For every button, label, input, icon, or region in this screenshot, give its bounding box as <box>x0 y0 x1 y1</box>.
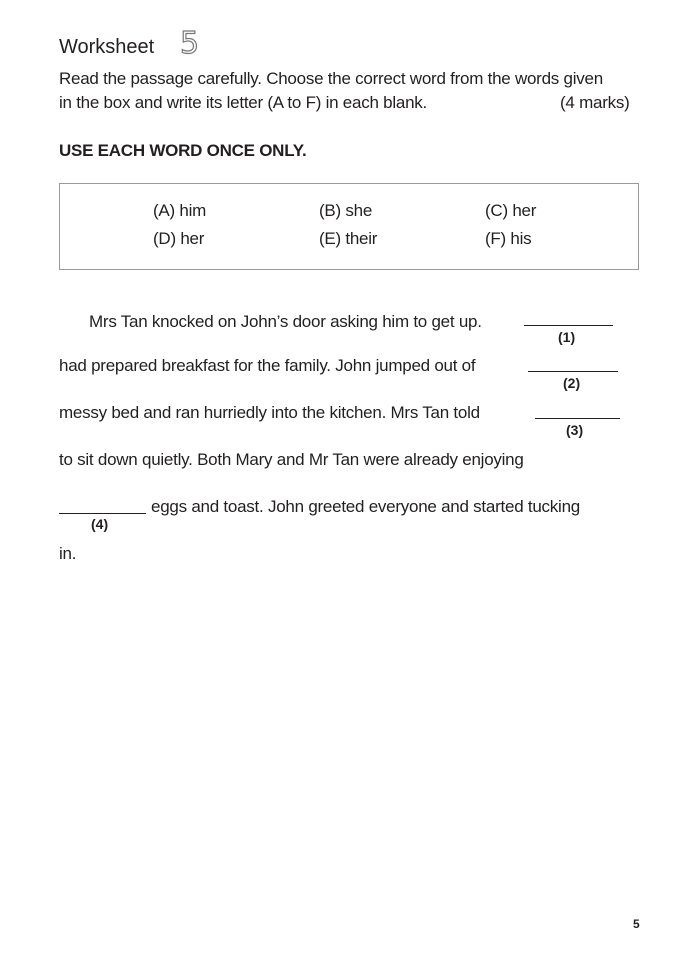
option-d: (D) her <box>153 229 205 248</box>
blank-label-3: (3) <box>566 422 584 438</box>
passage-line-1: Mrs Tan knocked on John’s door asking him to get up. <box>89 312 482 331</box>
blank-4[interactable] <box>59 513 146 514</box>
option-f: (F) his <box>485 229 532 248</box>
worksheet-title: Worksheet <box>59 36 155 58</box>
marks-label: (4 marks) <box>560 93 630 112</box>
blank-1[interactable] <box>524 325 613 326</box>
passage-line-2: had prepared breakfast for the family. John jumped out of <box>59 356 476 375</box>
blank-label-2: (2) <box>563 375 581 391</box>
instruction-line-1: Read the passage carefully. Choose the correct word from the words given <box>59 69 603 88</box>
blank-2[interactable] <box>528 371 618 372</box>
blank-3[interactable] <box>535 418 620 419</box>
passage-line-3: messy bed and ran hurriedly into the kitchen. Mrs Tan told <box>59 403 480 422</box>
word-box <box>59 183 639 270</box>
passage-line-6: in. <box>59 544 77 563</box>
blank-label-1: (1) <box>558 329 576 345</box>
worksheet-number: 5 <box>180 26 200 61</box>
option-a: (A) him <box>153 201 207 220</box>
passage-line-4: to sit down quietly. Both Mary and Mr Tan were already enjoying <box>59 450 524 469</box>
passage-line-5: eggs and toast. John greeted everyone and started tucking <box>151 497 580 516</box>
use-once-instruction: USE EACH WORD ONCE ONLY. <box>59 141 307 160</box>
instruction-line-2: in the box and write its letter (A to F) in each blank. <box>59 93 427 112</box>
blank-label-4: (4) <box>91 516 109 532</box>
option-e: (E) their <box>319 229 378 248</box>
option-b: (B) she <box>319 201 373 220</box>
option-c: (C) her <box>485 201 537 220</box>
page-number: 5 <box>633 917 640 931</box>
